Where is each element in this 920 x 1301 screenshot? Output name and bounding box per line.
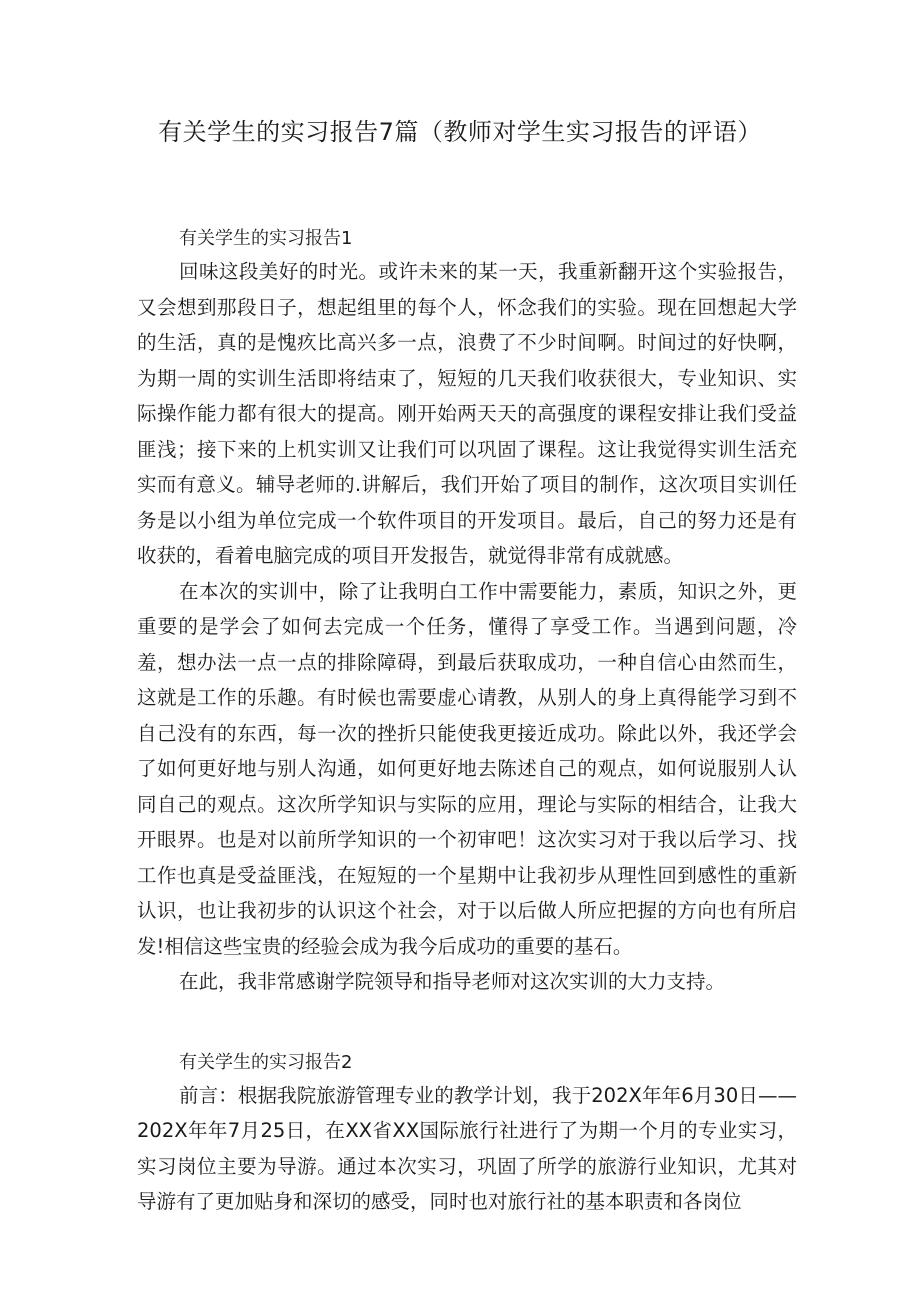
section-1 <box>137 224 797 1000</box>
paragraph: 回味这段美好的时光。或许未来的某一天，我重新翻开这个实验报告，又会想到那段日子，想起组里的每个人，怀念我们的实验。现在回想起大学的生活，真的是愧疚比高兴多一点，浪费了不少时间啊。时间过的好快啊，为期一周的实训生活即将结束了，短短的几天我们收获很大，专业知识、实际操作能力都有很大的提高。刚开始两天天的高强度的课程安排让我们受益匪浅；接下来的上机实训又让我们可以巩固了课程。这让我觉得实训生活充实而有意义。辅导老师的.讲解后，我们开始了项目的制作，这次项目实训任务是以小组为单位完成一个软件项目的开发项目。最后，自己的努力还是有收获的，看着电脑完成的项目开发报告，就觉得非常有成就感。 <box>137 260 797 567</box>
section-heading: 有关学生的实习报告2 <box>179 1051 353 1073</box>
section-heading: 有关学生的实习报告1 <box>179 228 353 249</box>
paragraph: 在本次的实训中，除了让我明白工作中需要能力，素质，知识之外，更重要的是学会了如何去完成一个任务，懂得了享受工作。当遇到问题，冷羞，想办法一点一点的排除障碍，到最后获取成功，一种自信心由然而生，这就是工作的乐趣。有时候也需要虚心请教，从别人的身上真得能学习到不自己没有的东西，每一次的挫折只能使我更接近成功。除此以外，我还学会了如何更好地与别人沟通，如何更好地去陈述自己的观点，如何说服别人认同自己的观点。这次所学知识与实际的应用，理论与实际的相结合，让我大开眼界。也是对以前所学知识的一个初审吧！这次实习对于我以后学习、找工作也真是受益匪浅，在短短的一个星期中让我初步从理性回到感性的重新认识，也让我初步的认识这个社会，对于以后做人所应把握的方向也有所启发!相信这些宝贵的经验会成为我今后成功的重要的基石。 <box>137 579 797 958</box>
paragraph: 前言：根据我院旅游管理专业的教学计划，我于202X年年6月30日——202X年年7月25日，在XX省XX国际旅行社进行了为期一个月的专业实习，实习岗位主要为导游。通过本次实习，巩固了所学的旅游行业知识，尤其对导游有了更加贴身和深切的感受，同时也对旅行社的基本职责和各岗位 <box>137 1083 797 1213</box>
document-body <box>137 224 797 1220</box>
paragraph: 在此，我非常感谢学院领导和指导老师对这次实训的大力支持。 <box>179 970 726 993</box>
document-title: 有关学生的实习报告7篇（教师对学生实习报告的评语） <box>158 118 762 146</box>
section-spacer <box>137 1000 797 1048</box>
section-2 <box>137 1048 797 1220</box>
